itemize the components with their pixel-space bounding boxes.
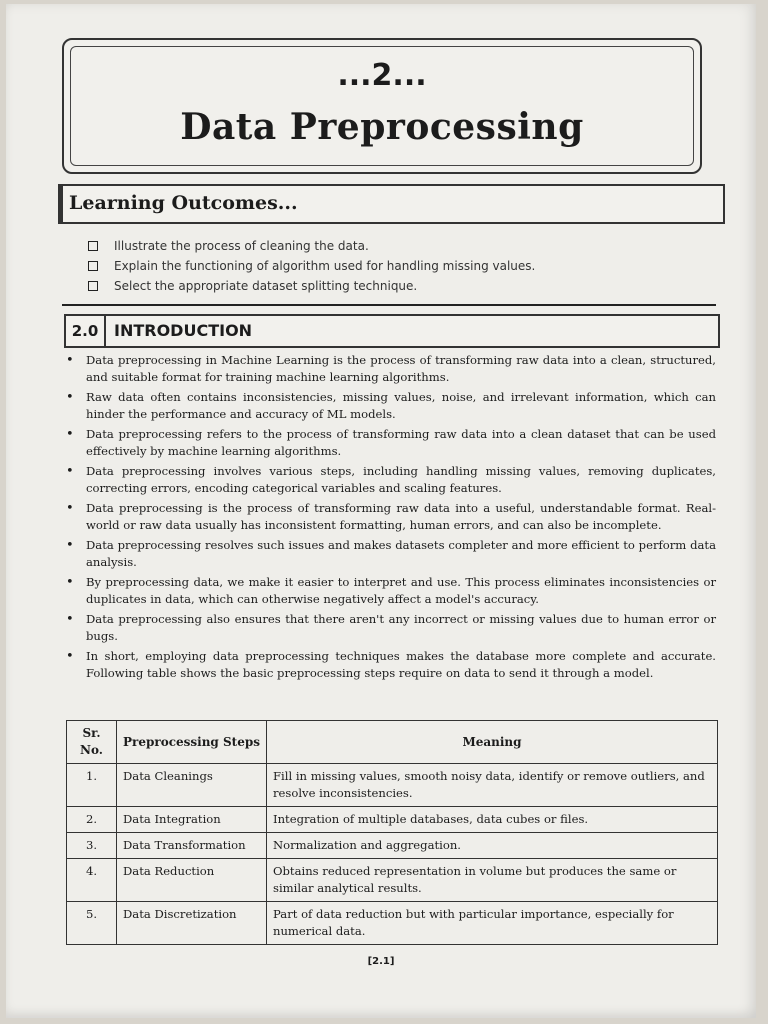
preprocessing-steps-table [66, 720, 718, 945]
cell-meaning: Obtains reduced representation in volume but produces the same or similar analytical results. [267, 859, 718, 902]
learning-outcome-text: Explain the functioning of algorithm used for handling missing values. [114, 259, 536, 273]
cell-step: Data Transformation [117, 833, 267, 859]
learning-outcome-text: Illustrate the process of cleaning the data. [114, 239, 369, 253]
column-header-meaning: Meaning [267, 721, 718, 764]
introduction-bullets [62, 352, 716, 685]
table-row [67, 807, 718, 833]
learning-outcome-item [88, 236, 688, 256]
bullet-item: • Data preprocessing is the process of transforming raw data into a useful, understandable format. Real-world or raw data usually has inconsistent formatting, human errors, and can also be incomplete. [62, 500, 716, 534]
column-header-steps: Preprocessing Steps [117, 721, 267, 764]
bullet-item: • Data preprocessing resolves such issues and makes datasets completer and more efficient to perform data analysis. [62, 537, 716, 571]
column-header-sr-no: Sr. No. [67, 721, 117, 764]
checkbox-square-icon [88, 241, 98, 251]
cell-sr-no: 1. [67, 764, 117, 807]
bullet-item: • Data preprocessing also ensures that there aren't any incorrect or missing values due to human error or bugs. [62, 611, 716, 645]
section-title: INTRODUCTION [114, 321, 253, 340]
bullet-item: • In short, employing data preprocessing techniques makes the database more complete and accurate. Following table shows the basic preprocessing steps require on data to send it through a model. [62, 648, 716, 682]
chapter-title-frame [62, 38, 702, 174]
section-header [64, 314, 720, 348]
table-row [67, 902, 718, 945]
chapter-title: Data Preprocessing [180, 106, 584, 148]
cell-sr-no: 5. [67, 902, 117, 945]
cell-meaning: Fill in missing values, smooth noisy data, identify or remove outliers, and resolve inconsistencies. [267, 764, 718, 807]
cell-meaning: Part of data reduction but with particular importance, especially for numerical data. [267, 902, 718, 945]
table-header-row [67, 721, 718, 764]
checkbox-square-icon [88, 281, 98, 291]
table-row [67, 764, 718, 807]
section-divider [62, 304, 716, 306]
bullet-item: • Data preprocessing refers to the process of transforming raw data into a clean dataset that can be used effectively by machine learning algorithms. [62, 426, 716, 460]
cell-sr-no: 3. [67, 833, 117, 859]
bullet-item: • By preprocessing data, we make it easier to interpret and use. This process eliminates inconsistencies or duplicates in data, which can otherwise negatively affect a model's accuracy. [62, 574, 716, 608]
learning-outcomes-heading: Learning Outcomes... [69, 192, 298, 214]
book-page [6, 4, 756, 1018]
learning-outcome-item [88, 276, 688, 296]
learning-outcome-text: Select the appropriate dataset splitting technique. [114, 279, 418, 293]
cell-step: Data Reduction [117, 859, 267, 902]
bullet-item: • Data preprocessing involves various steps, including handling missing values, removing duplicates, correcting errors, encoding categorical variables and scaling features. [62, 463, 716, 497]
table-row [67, 833, 718, 859]
cell-meaning: Normalization and aggregation. [267, 833, 718, 859]
cell-step: Data Cleanings [117, 764, 267, 807]
cell-sr-no: 2. [67, 807, 117, 833]
cell-step: Data Discretization [117, 902, 267, 945]
cell-sr-no: 4. [67, 859, 117, 902]
table-row [67, 859, 718, 902]
cell-step: Data Integration [117, 807, 267, 833]
cell-meaning: Integration of multiple databases, data cubes or files. [267, 807, 718, 833]
bullet-item: • Raw data often contains inconsistencies, missing values, noise, and irrelevant information, which can hinder the performance and accuracy of ML models. [62, 389, 716, 423]
page-number: [2.1] [367, 956, 395, 967]
learning-outcomes-header [58, 184, 725, 224]
chapter-number: ...2... [337, 58, 427, 93]
bullet-item: • Data preprocessing in Machine Learning is the process of transforming raw data into a clean, structured, and suitable format for training machine learning algorithms. [62, 352, 716, 386]
learning-outcome-item [88, 256, 688, 276]
checkbox-square-icon [88, 261, 98, 271]
learning-outcomes-list [88, 236, 688, 296]
section-number: 2.0 [66, 316, 106, 346]
